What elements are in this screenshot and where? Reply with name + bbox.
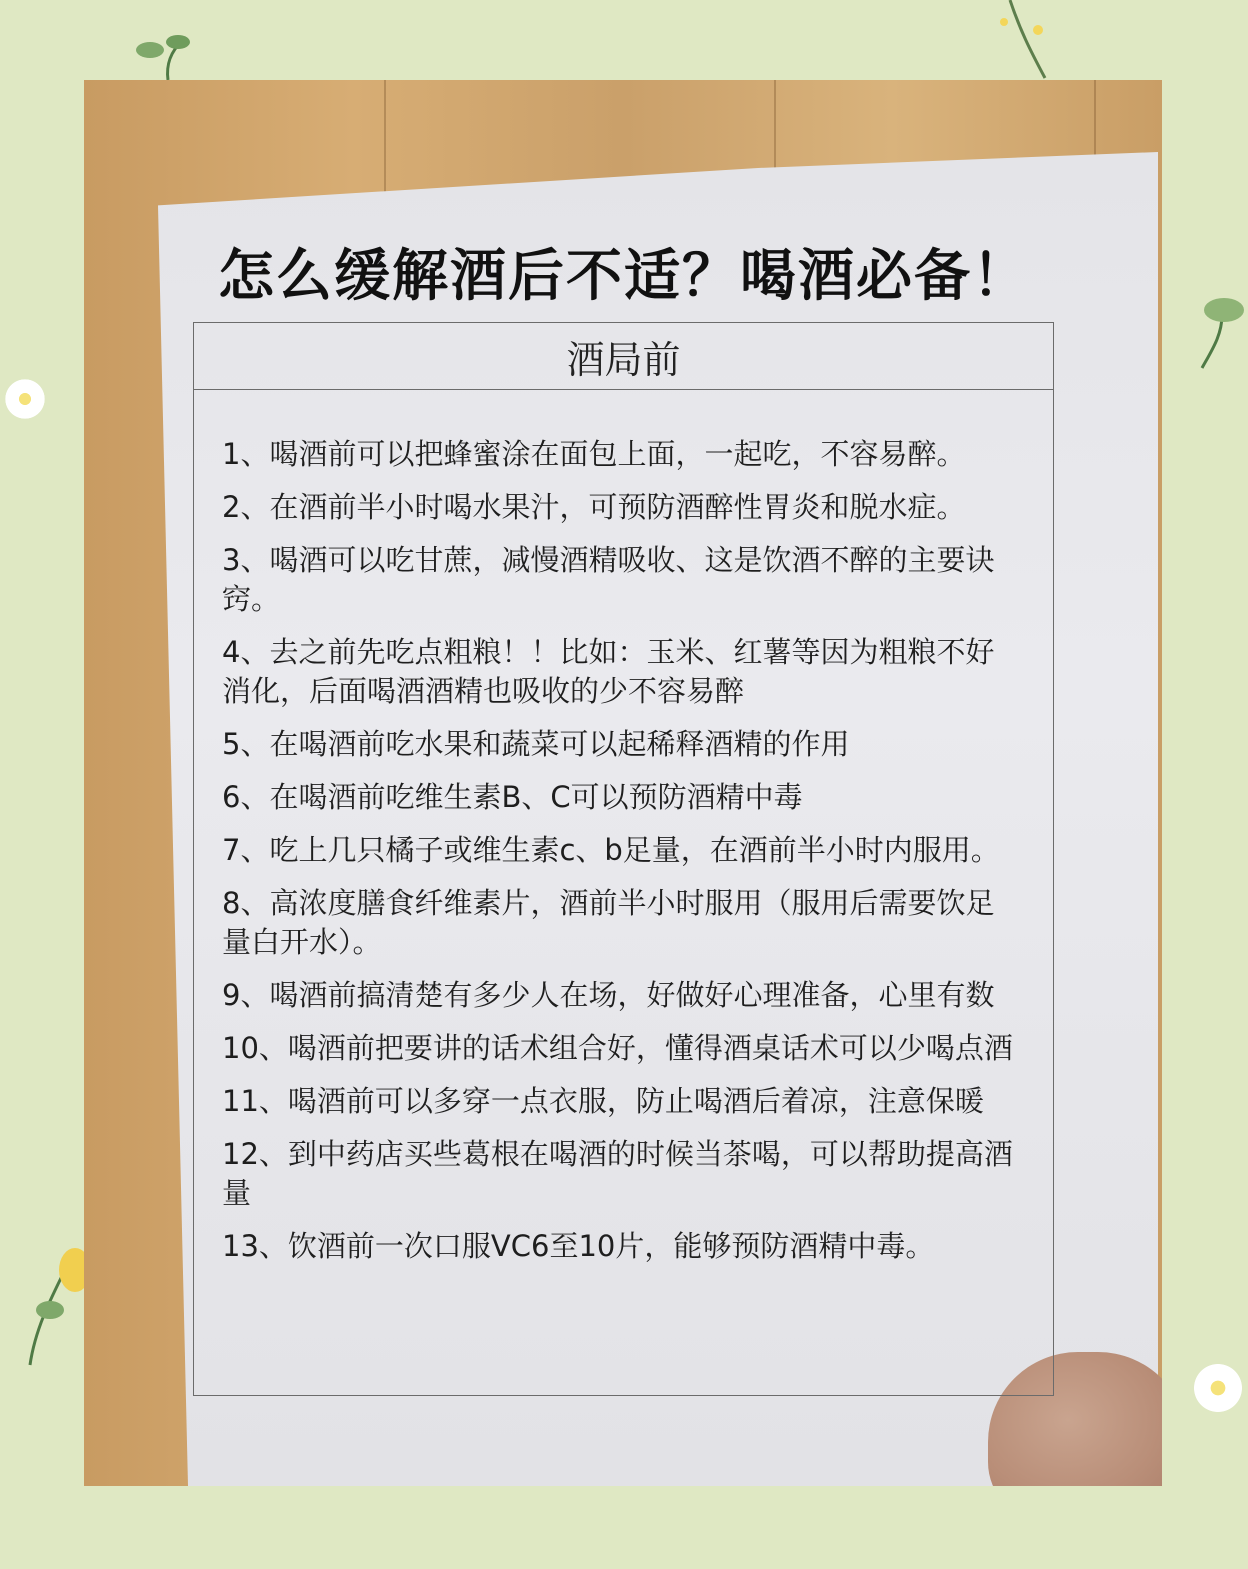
decor-flower-left: [2, 376, 48, 422]
section-header: 酒局前: [194, 323, 1053, 390]
list-item: 1、喝酒前可以把蜂蜜涂在面包上面，一起吃，不容易醉。: [222, 437, 966, 471]
list-item: 11、喝酒前可以多穿一点衣服，防止喝酒后着凉，注意保暖: [222, 1084, 984, 1118]
list-item: 3、喝酒可以吃甘蔗，减慢酒精吸收、这是饮酒不醉的主要诀窍。: [222, 543, 995, 616]
list-item: 4、去之前先吃点粗粮！！比如：玉米、红薯等因为粗粮不好消化，后面喝酒酒精也吸收的少不容易醉: [222, 635, 995, 708]
list-item: 5、在喝酒前吃水果和蔬菜可以起稀释酒精的作用: [222, 727, 850, 761]
list-item: 13、饮酒前一次口服VC6至10片，能够预防酒精中毒。: [222, 1229, 935, 1263]
list-item: 10、喝酒前把要讲的话术组合好，懂得酒桌话术可以少喝点酒: [222, 1031, 1013, 1065]
list-item: 9、喝酒前搞清楚有多少人在场，好做好心理准备，心里有数: [222, 978, 995, 1012]
list-item: 8、高浓度膳食纤维素片，酒前半小时服用（服用后需要饮足量白开水）。: [222, 886, 995, 959]
list-item: 6、在喝酒前吃维生素B、C可以预防酒精中毒: [222, 780, 803, 814]
list-item: 12、到中药店买些葛根在喝酒的时候当茶喝，可以帮助提高酒量: [222, 1137, 1013, 1210]
tips-list: [222, 435, 1022, 1280]
page-title: 怎么缓解酒后不适？喝酒必备！: [218, 244, 1030, 309]
list-item: 2、在酒前半小时喝水果汁，可预防酒醉性胃炎和脱水症。: [222, 490, 966, 524]
list-item: 7、吃上几只橘子或维生素c、b足量，在酒前半小时内服用。: [222, 833, 1000, 867]
decor-flower-right: [1190, 1360, 1246, 1416]
content-box: [193, 322, 1054, 1396]
